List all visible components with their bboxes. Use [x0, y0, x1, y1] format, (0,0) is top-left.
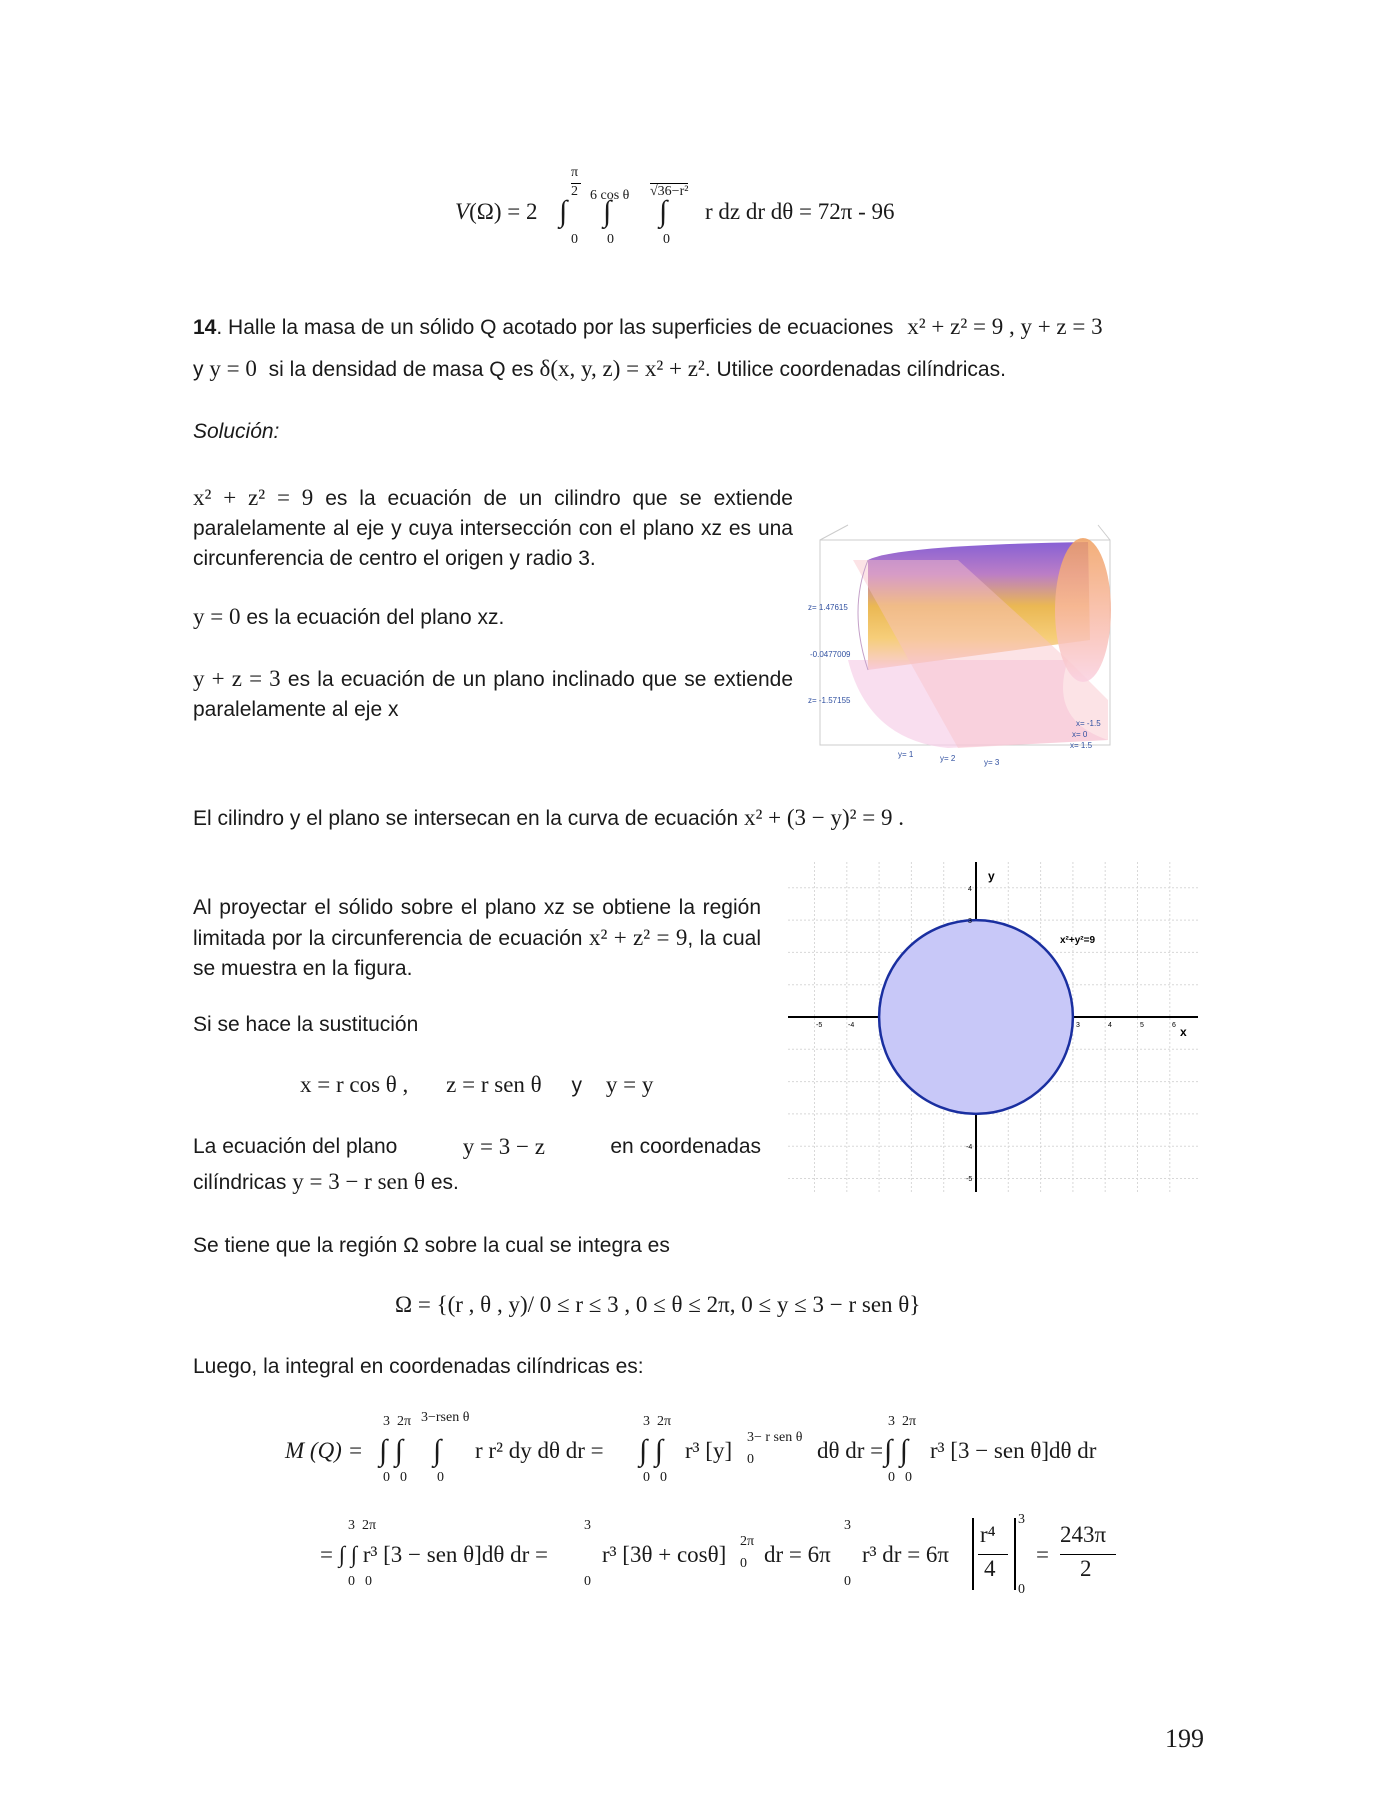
mass-integral-line2: 3 2π 3 3 0 0 0 0 = ∫ ∫ r³ [3 − sen θ]dθ dr = r³ [3θ + cosθ] 2π 0 dr = 6π r³ dr = 6π r⁴ 4 3 0 = 243π 2 [320, 1510, 1140, 1600]
x-label-3: x= 1.5 [1070, 741, 1093, 750]
region-circle [879, 920, 1073, 1114]
substitution-text: Si se hace la sustitución [193, 1013, 419, 1036]
luego-text: Luego, la integral en coordenadas cilíndricas es: [193, 1355, 644, 1378]
problem-statement-line2: y y = 0 si la densidad de masa Q es δ(x, y, z) = x² + z². Utilice coordenadas cilíndricas. [193, 356, 1006, 381]
figure-2d-circle [788, 862, 1200, 1192]
z-label-1: z= 1.47615 [808, 603, 848, 612]
problem-statement-line1: 14. Halle la masa de un sólido Q acotado por las superficies de ecuaciones x² + z² = 9 , y + z = 3 [193, 314, 1103, 339]
y-tick: 3 [968, 918, 972, 925]
x-label-1: x= -1.5 [1076, 719, 1101, 728]
x-tick: 5 [1140, 1022, 1144, 1029]
y-label-3: y= 3 [984, 758, 1000, 767]
x-tick: 3 [1076, 1022, 1080, 1029]
y-tick: -5 [966, 1176, 973, 1183]
paragraph-plane-xz: y = 0 es la ecuación del plano xz. [193, 604, 505, 629]
mass-integral-line1: M (Q) = 3 2π 3−rsen θ ∫ ∫ ∫ 0 0 0 r r² dy dθ dr = 3 2π ∫ ∫ 0 0 r³ [y] 3− r sen θ 0 dθ dr = 3 2π ∫ ∫ 0 0 r³ [3 − sen θ]dθ dr [285, 1410, 1097, 1485]
plane-equation-line1: La ecuación del plano y = 3 − z en coordenadas [193, 1134, 761, 1159]
cylinder-cap [1055, 538, 1111, 682]
region-text: Se tiene que la región Ω sobre la cual se integra es [193, 1234, 670, 1257]
y-tick: -4 [966, 1144, 973, 1151]
solution-label: Solución: [193, 420, 280, 443]
x-label-2: x= 0 [1072, 730, 1088, 739]
y-tick: 4 [968, 886, 972, 893]
z-label-2: -0.0477009 [810, 650, 851, 659]
paragraph-inclined-plane: y + z = 3 es la ecuación de un plano inclinado que se extiende paralelamente al eje x [193, 666, 793, 721]
y-axis-label: y [988, 869, 995, 883]
figure-3d-solid [808, 520, 1126, 770]
volume-formula: π 2 6 cos θ √36−r² V(Ω) = 2 ∫ ∫ ∫ 0 0 0 r dz dr dθ = 72π - 96 [455, 165, 895, 247]
x-axis-label: x [1180, 1025, 1187, 1039]
x-tick: 4 [1108, 1022, 1112, 1029]
y-label-1: y= 1 [898, 750, 914, 759]
paragraph-projection: Al proyectar el sólido sobre el plano xz se obtiene la región limitada por la circunferencia de ecuación x² + z² = 9, la cual se muestra en la figura. [193, 896, 761, 980]
x-tick: -4 [848, 1022, 855, 1029]
plane-equation-line2: cilíndricas y = 3 − r sen θ es. [193, 1169, 459, 1194]
x-tick: 6 [1172, 1022, 1176, 1029]
page-number: 199 [1165, 1724, 1204, 1753]
region-equation: Ω = {(r , θ , y)/ 0 ≤ r ≤ 3 , 0 ≤ θ ≤ 2π, 0 ≤ y ≤ 3 − r sen θ} [395, 1292, 921, 1317]
intersection-line: El cilindro y el plano se intersecan en la curva de ecuación x² + (3 − y)² = 9 . [193, 805, 905, 830]
x-tick: -5 [816, 1022, 823, 1029]
z-label-3: z= -1.57155 [808, 696, 851, 705]
substitution-equations: x = r cos θ , z = r sen θ y y = y [300, 1072, 654, 1097]
problem-number: 14 [193, 316, 217, 339]
paragraph-cylinder: x² + z² = 9 es la ecuación de un cilindro que se extiende paralelamente al eje y cuya intersección con el plano xz es una circunferencia de centro el origen y radio 3. [193, 485, 793, 570]
y-label-2: y= 2 [940, 754, 956, 763]
circle-label: x²+y²=9 [1060, 935, 1096, 946]
